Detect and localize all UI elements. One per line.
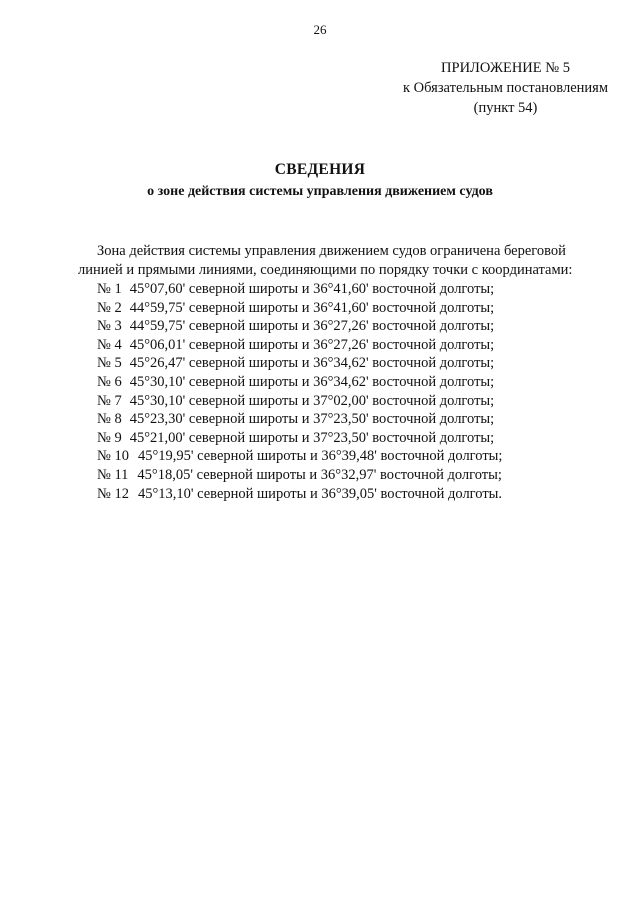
point-number: № 3 (97, 318, 122, 335)
document-subtitle: о зоне действия системы управления движением судов (147, 184, 493, 199)
coordinate-points-list (97, 280, 608, 503)
document-body (78, 242, 608, 503)
intro-paragraph (78, 242, 608, 280)
coordinate-point-item (97, 466, 608, 485)
coordinate-point-item (97, 373, 608, 392)
point-coordinates: 45°30,10' северной широты и 37°02,00' восточной долготы; (129, 392, 495, 409)
point-number: № 10 (97, 448, 129, 465)
point-coordinates: 45°30,10' северной широты и 36°34,62' восточной долготы; (129, 373, 495, 390)
coordinate-point-item (97, 354, 608, 373)
point-number: № 2 (97, 299, 122, 316)
point-number: № 8 (97, 411, 122, 428)
coordinate-point-item (97, 299, 608, 318)
appendix-clause: (пункт 54) (473, 100, 538, 116)
coordinate-point-item (97, 280, 608, 299)
coordinate-point-item (97, 410, 608, 429)
document-title: СВЕДЕНИЯ (274, 161, 366, 178)
coordinate-point-item (97, 317, 608, 336)
appendix-title: ПРИЛОЖЕНИЕ № 5 (441, 60, 570, 76)
point-coordinates: 44°59,75' северной широты и 36°41,60' восточной долготы; (129, 299, 495, 316)
point-number: № 4 (97, 336, 122, 353)
point-coordinates: 45°21,00' северной широты и 37°23,50' восточной долготы; (129, 429, 495, 446)
intro-line-1: Зона действия системы управления движением судов ограничена береговой (97, 243, 566, 259)
coordinate-point-item (97, 485, 608, 504)
point-coordinates: 45°18,05' северной широты и 36°32,97' восточной долготы; (137, 466, 502, 483)
point-coordinates: 45°26,47' северной широты и 36°34,62' восточной долготы; (129, 355, 495, 372)
intro-line-2: линией и прямыми линиями, соединяющими по порядку точки с координатами: (78, 262, 573, 278)
point-coordinates: 45°19,95' северной широты и 36°39,48' восточной долготы; (137, 448, 503, 465)
point-number: № 7 (97, 392, 122, 409)
point-number: № 5 (97, 355, 122, 372)
point-coordinates: 45°06,01' северной широты и 36°27,26' восточной долготы; (129, 336, 495, 353)
document-heading (0, 160, 640, 202)
point-number: № 1 (97, 281, 122, 297)
appendix-reference: к Обязательным постановлениям (403, 80, 608, 96)
point-coordinates: 45°23,30' северной широты и 37°23,50' восточной долготы; (129, 411, 495, 428)
point-coordinates: 45°13,10' северной широты и 36°39,05' восточной долготы. (137, 485, 503, 502)
point-number: № 11 (97, 466, 129, 483)
page-number: 26 (313, 22, 327, 37)
coordinate-point-item (97, 429, 608, 448)
point-number: № 9 (97, 429, 122, 446)
point-coordinates: 44°59,75' северной широты и 36°27,26' восточной долготы; (129, 318, 495, 335)
coordinate-point-item (97, 392, 608, 411)
coordinate-point-item (97, 447, 608, 466)
appendix-block (403, 58, 608, 118)
point-number: № 6 (97, 373, 122, 390)
point-number: № 12 (97, 485, 129, 502)
coordinate-point-item (97, 336, 608, 355)
point-coordinates: 45°07,60' северной широты и 36°41,60' восточной долготы; (129, 281, 495, 297)
